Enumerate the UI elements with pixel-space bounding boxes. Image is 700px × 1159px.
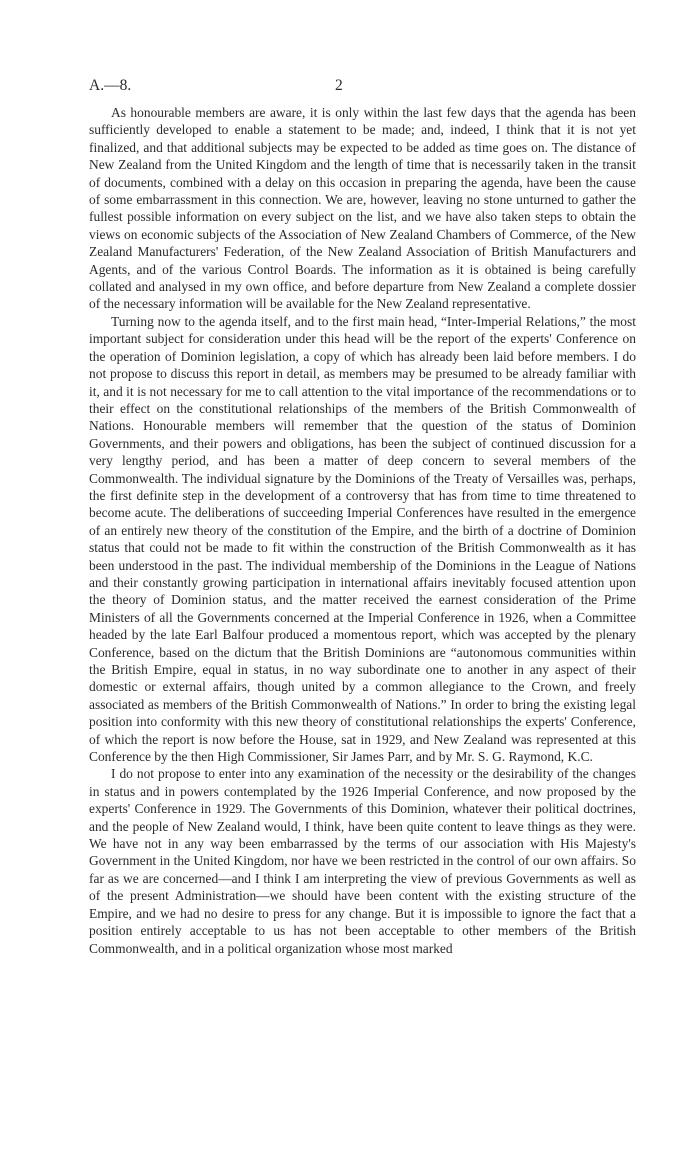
- page-header: [89, 77, 636, 97]
- paragraph-inter-imperial-relations: Turning now to the agenda itself, and to the first main head, “Inter-Imperial Relations,” the most important subject for consideration under this head will be the report of the experts' Conference on the operation of Dominion legislation, a copy of which has already been laid before members. I do not propose to discuss this report in detail, as members may be presumed to be already familiar with it, and it is not necessary for me to call attention to the vital importance of the recommendations or to their effect on the constitutional relationships of the members of the British Commonwealth of Nations. Honourable members will remember that the question of the status of Dominion Governments, and their powers and obligations, has been the subject of continued discussion for a very lengthy period, and has been a matter of deep concern to several members of the Commonwealth. The individual signature by the Dominions of the Treaty of Versailles was, perhaps, the first definite step in the development of a controversy that has from time to time threatened to become acute. The deliberations of succeeding Imperial Conferences have resulted in the emergence of an entirely new theory of the constitution of the Empire, and the birth of a doctrine of Dominion status that could not be made to fit within the construction of the British Commonwealth as it has been understood in the past. The individual membership of the Dominions in the League of Nations and their constantly growing participation in international affairs inevitably focused attention upon the theory of Dominion status, and the matter received the earnest consideration of the Prime Ministers of all the Governments concerned at the Imperial Conference in 1926, when a Committee headed by the late Earl Balfour produced a momentous report, which was accepted by the plenary Conference, based on the dictum that the British Dominions are “autonomous communities within the British Empire, equal in status, in no way subordinate one to another in any aspect of their domestic or external affairs, though united by a common allegiance to the Crown, and freely associated as members of the British Commonwealth of Nations.” In order to bring the existing legal position into conformity with this new theory of constitutional relationships the experts' Conference, of which the report is now before the House, sat in 1929, and New Zealand was represented at this Conference by the then High Commissioner, Sir James Parr, and by Mr. S. G. Raymond, K.C.: [89, 313, 636, 765]
- document-reference: A.—8.: [89, 77, 132, 94]
- page-number: 2: [335, 77, 343, 94]
- body-text: [89, 104, 636, 957]
- paragraph-status-changes: I do not propose to enter into any examination of the necessity or the desirability of the changes in status and in powers contemplated by the 1926 Imperial Conference, and now proposed by the experts' Conference in 1929. The Governments of this Dominion, whatever their political doctrines, and the people of New Zealand would, I think, have been quite content to leave things as they were. We have not in any way been embarrassed by the terms of our association with His Majesty's Government in the United Kingdom, nor have we been restricted in the control of our own affairs. So far as we are concerned—and I think I am interpreting the view of previous Governments as well as of the present Administration—we should have been content with the existing structure of the Empire, and we had no desire to press for any change. But it is impossible to ignore the fact that a position entirely acceptable to us has not been acceptable to other members of the British Commonwealth, and in a political organization whose most marked: [89, 766, 636, 956]
- paragraph-agenda-information: As honourable members are aware, it is only within the last few days that the agenda has been sufficiently developed to enable a statement to be made; and, indeed, I think that it is not yet finalized, and that additional subjects may be expected to be added as time goes on. The distance of New Zealand from the United Kingdom and the length of time that is necessarily taken in the transit of documents, combined with a delay on this occasion in preparing the agenda, have been the cause of some embarrassment in this connection. We are, however, leaving no stone unturned to gather the fullest possible information on every subject on the list, and we have also taken steps to obtain the views on economic subjects of the Association of New Zealand Chambers of Commerce, of the New Zealand Manufacturers' Federation, of the New Zealand Association of British Manufacturers and Agents, and of the various Control Boards. The information as it is obtained is being carefully collated and analysed in my own office, and before departure from New Zealand a complete dossier of the necessary information will be available for the New Zealand representative.: [89, 105, 636, 312]
